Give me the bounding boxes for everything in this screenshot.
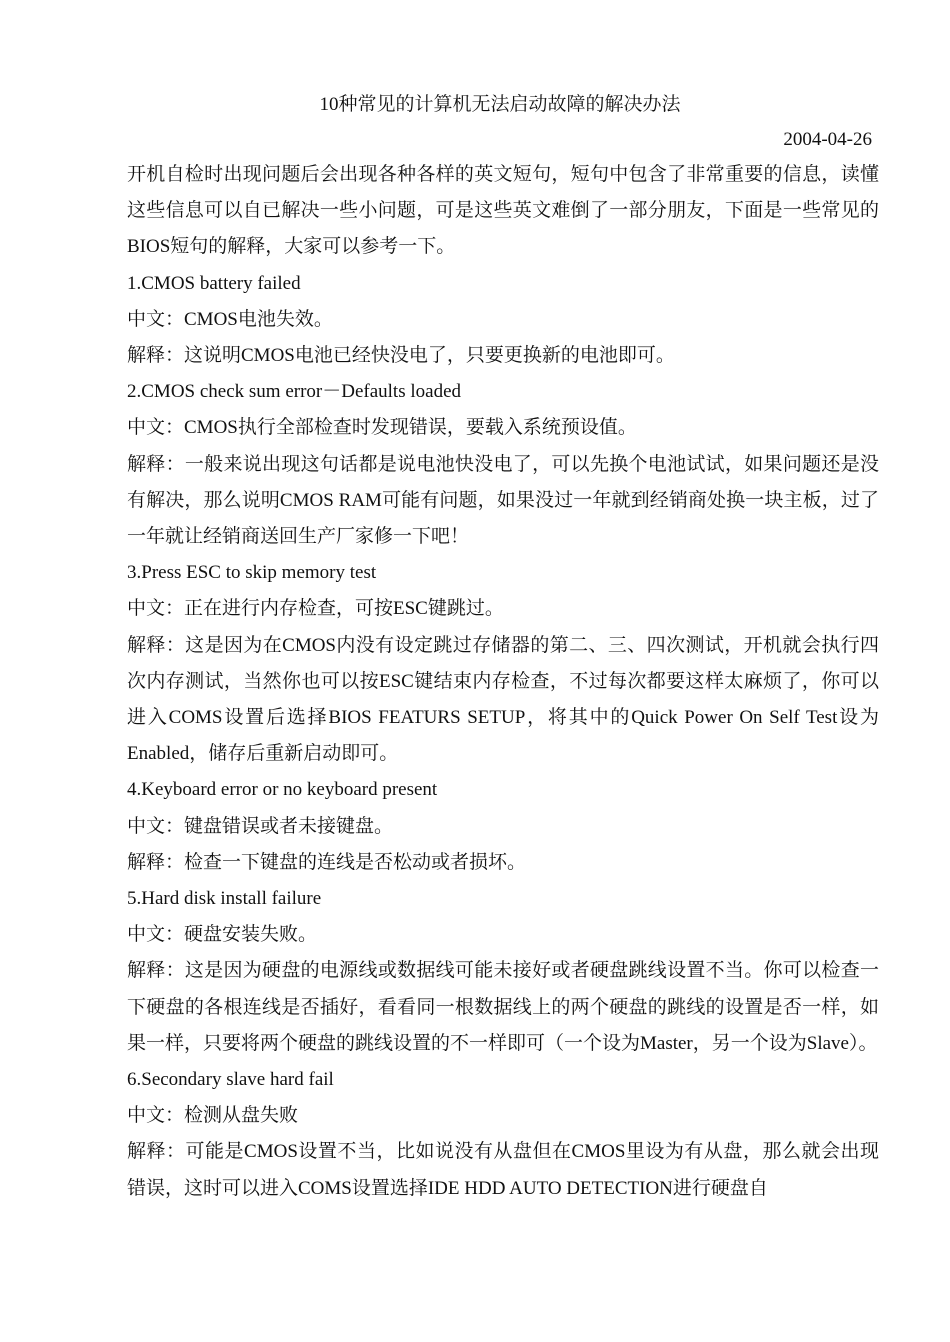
item-3-explanation: 解释：这是因为在CMOS内没有设定跳过存储器的第二、三、四次测试，开机就会执行四次内存测试，当然你也可以按ESC键结束内存检查，不过每次都要这样太麻烦了，你可以进入COMS设置后选择BIOS FEATURS SETUP，将其中的Quick Power On Self Test设为Enabled，储存后重新启动即可。 [127, 634, 879, 765]
item-2-heading: 2.CMOS check sum error－Defaults loaded [127, 381, 462, 403]
item-3-heading: 3.Press ESC to skip memory test [127, 562, 377, 584]
item-2-explanation: 解释：一般来说出现这句话都是说电池快没电了，可以先换个电池试试，如果问题还是没有解决，那么说明CMOS RAM可能有问题，如果没过一年就到经销商处换一块主板，过了一年就让经销商送回生产厂家修一下吧！ [127, 453, 879, 548]
document-title: 10种常见的计算机无法启动故障的解决办法 [319, 94, 681, 115]
item-1-explanation: 解释：这说明CMOS电池已经快没电了，只要更换新的电池即可。 [127, 345, 675, 367]
item-1-heading: 1.CMOS battery failed [127, 272, 301, 294]
item-4-heading: 4.Keyboard error or no keyboard present [127, 779, 438, 801]
document-body [127, 157, 879, 1207]
item-5-explanation: 解释：这是因为硬盘的电源线或数据线可能未接好或者硬盘跳线设置不当。你可以检查一下硬盘的各根连线是否插好，看看同一根数据线上的两个硬盘的跳线的设置是否一样，如果一样，只要将两个硬盘的跳线设置的不一样即可（一个设为Master，另一个设为Slave）。 [127, 960, 879, 1054]
item-5-heading: 5.Hard disk install failure [127, 888, 322, 910]
item-6-chinese: 中文：检测从盘失败 [127, 1105, 299, 1127]
intro-paragraph: 开机自检时出现问题后会出现各种各样的英文短句，短句中包含了非常重要的信息，读懂这些信息可以自已解决一些小问题，可是这些英文难倒了一部分朋友，下面是一些常见的BIOS短句的解释，大家可以参考一下。 [127, 164, 879, 258]
item-1-chinese: 中文：CMOS电池失效。 [127, 308, 333, 330]
item-5-chinese: 中文：硬盘安装失败。 [127, 924, 318, 946]
item-3-chinese: 中文：正在进行内存检查，可按ESC键跳过。 [127, 598, 504, 620]
item-6-explanation: 解释：可能是CMOS设置不当，比如说没有从盘但在CMOS里设为有从盘，那么就会出现错误，这时可以进入COMS设置选择IDE HDD AUTO DETECTION进行硬盘自 [127, 1141, 879, 1199]
item-4-chinese: 中文：键盘错误或者未接键盘。 [127, 815, 394, 837]
item-2-chinese: 中文：CMOS执行全部检查时发现错误，要载入系统预设值。 [127, 417, 637, 439]
item-6-heading: 6.Secondary slave hard fail [127, 1069, 334, 1091]
document-date: 2004-04-26 [783, 129, 872, 150]
item-4-explanation: 解释：检查一下键盘的连线是否松动或者损坏。 [127, 851, 527, 873]
